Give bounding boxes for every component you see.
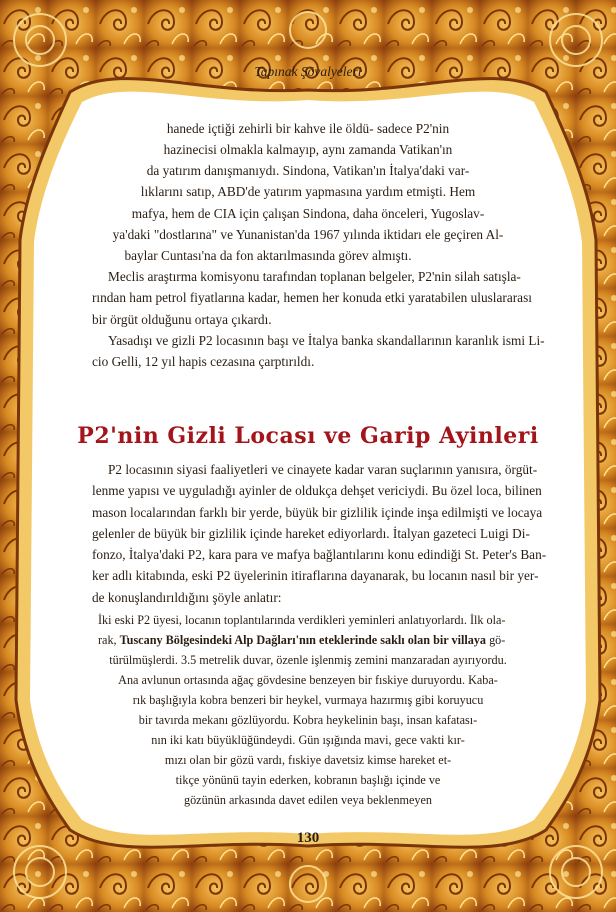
text-line: cio Gelli, 12 yıl hapis cezasına çarptırıldı.	[92, 354, 315, 369]
text-line: ker adlı kitabında, eski P2 üyelerinin itiraflarına dayanarak, bu locanın nasıl bir yer-	[92, 568, 539, 583]
text-line: hazinecisi olmakla kalmayıp, aynı zamanda Vatikan'ın	[163, 142, 453, 157]
quote-line: İki eski P2 üyesi, locanın toplantılarında verdikleri yeminleri anlatıyorlardı. İlk ola-	[98, 613, 506, 627]
quote-line: Ana avlunun ortasında ağaç gövdesine benzeyen bir fıskiye duruyordu. Kaba-	[118, 673, 498, 687]
section-title: P2'nin Gizli Locası ve Garip Ayinleri	[77, 423, 539, 449]
text-line: lenme yapısı ve uyguladığı ayinler de oldukça dehşet vericiydi. Bu özel loca, bilinen	[92, 483, 542, 498]
running-header: Tapınak Şövalyeleri	[254, 64, 362, 79]
text-line: ya'daki "dostlarına" ve Yunanistan'da 1967 yılında iktidarı ele geçiren Al-	[112, 227, 504, 242]
text-line: da yatırım danışmanıydı. Sindona, Vatikan'ın İtalya'daki var-	[146, 163, 470, 178]
quote-line: nın iki katı büyüklüğündeydi. Gün ışığında mavi, gece vakti kır-	[151, 733, 465, 747]
text-line: mason localarından farklı bir yerde, büyük bir gizlilik içinde inşa edilmişti ve locaya	[92, 505, 543, 520]
quote-line: türülmüşlerdi. 3.5 metrelik duvar, özenle işlenmiş zemini manzaradan ayırıyordu.	[109, 653, 507, 667]
text-line: fonzo, İtalya'daki P2, kara para ve mafya bağlantılarını konu edindiği St. Peter's Ban-	[92, 547, 547, 562]
text-line: Yasadışı ve gizli P2 locasının başı ve İtalya banka skandallarının karanlık ismi Li-	[108, 333, 545, 348]
quote-line: mızı olan bir gözü vardı, fıskiye davetsiz kimse hareket et-	[164, 753, 452, 767]
text-line: de konuşlandırıldığını şöyle anlatır:	[92, 590, 282, 605]
quote-line: rık başlığıyla kobra benzeri bir heykel, vurmaya hazırmış gibi koruyucu	[132, 693, 484, 707]
quote-emphasis: Tuscany Bölgesindeki Alp Dağları'nın eteklerinde saklı olan bir villaya	[119, 633, 487, 647]
quote-line: rak, Tuscany Bölgesindeki Alp Dağları'nın eteklerinde saklı olan bir villaya gö-	[98, 633, 506, 647]
text-line: bir örgüt olduğunu ortaya çıkardı.	[92, 312, 272, 327]
text-line: gelenler de büyük bir gizlilik içinde hareket ediyorlardı. İtalyan gazeteci Luigi Di-	[92, 526, 530, 541]
text-line: hanede içtiği zehirli bir kahve ile öldü- sadece P2'nin	[166, 121, 450, 136]
text-line: Meclis araştırma komisyonu tarafından toplanan belgeler, P2'nin silah satışla-	[108, 269, 521, 284]
text-line: mafya, hem de CIA için çalışan Sindona, daha önceleri, Yugoslav-	[131, 206, 485, 221]
text-line: P2 locasının siyasi faaliyetleri ve cinayete kadar varan suçlarının yanısıra, örgüt-	[108, 462, 538, 477]
quote-line: gözünün arkasında davet edilen veya beklenmeyen	[183, 793, 433, 807]
text-line: lıklarını satıp, ABD'de yatırım yapmasına yardım etmişti. Hem	[140, 184, 476, 199]
text-line: rından ham petrol fiyatlarına kadar, hemen her konuda etki yaratabilen uluslararası	[92, 290, 532, 305]
quote-line: bir tavırda mekanı gözlüyordu. Kobra heykelinin başı, insan kafatası-	[138, 713, 478, 727]
text-line: baylar Cuntası'na da fon aktarılmasında görev almıştı.	[124, 248, 412, 263]
page-number: 130	[296, 830, 320, 846]
quote-line: tikçe yönünü tayin ederken, kobranın başlığı içinde ve	[175, 773, 441, 787]
